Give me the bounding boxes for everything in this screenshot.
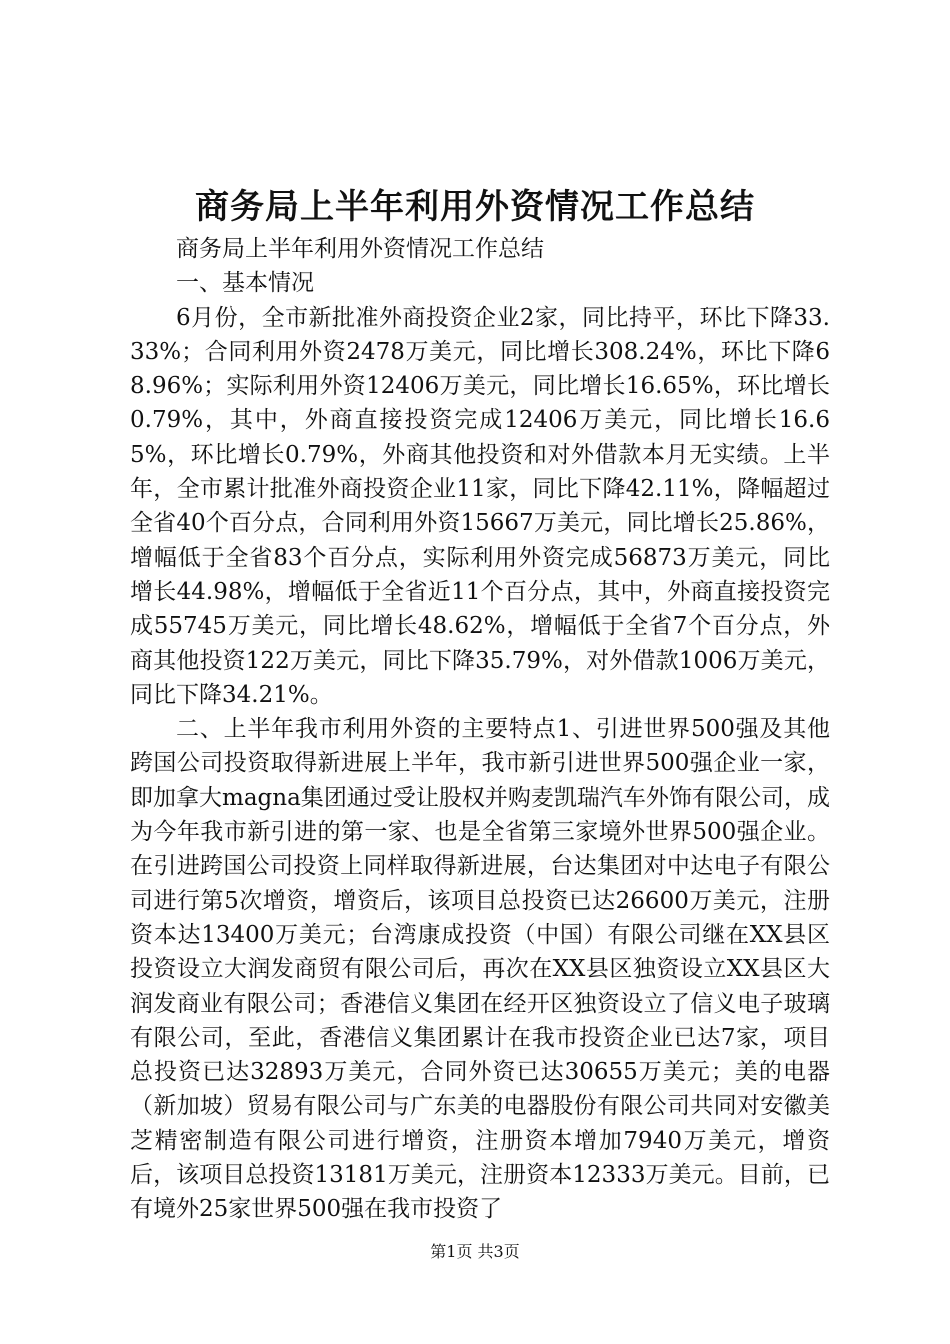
section-heading-basic: 一、基本情况	[176, 270, 314, 297]
document-title: 商务局上半年利用外资情况工作总结	[195, 187, 755, 227]
document-body	[130, 232, 830, 1227]
body-paragraph: 二、上半年我市利用外资的主要特点1、引进世界500强及其他跨国公司投资取得新进展上半年，我市新引进世界500强企业一家，即加拿大magna集团通过受让股权并购麦凯瑞汽车外饰有限公司，成为今年我市新引进的第一家、也是全省第三家境外世界500强企业。在引进跨国公司投资上同样取得新进展，台达集团对中达电子有限公司进行第5次增资，增资后，该项目总投资已达26600万美元，注册资本达13400万美元；台湾康成投资（中国）有限公司继在XX县区投资设立大润发商贸有限公司后，再次在XX县区独资设立XX县区大润发商业有限公司；香港信义集团在经开区独资设立了信义电子玻璃有限公司，至此，香港信义集团累计在我市投资企业已达7家，项目总投资已达32893万美元，合同外资已达30655万美元；美的电器（新加坡）贸易有限公司与广东美的电器股份有限公司共同对安徽美芝精密制造有限公司进行增资，注册资本增加7940万美元，增资后，该项目总投资13181万美元，注册资本12333万美元。目前，已有境外25家世界500强在我市投资了	[130, 716, 830, 1223]
page-footer: 第1页 共3页	[430, 1242, 520, 1261]
body-paragraph: 6月份，全市新批准外商投资企业2家，同比持平，环比下降33.33%；合同利用外资2478万美元，同比增长308.24%，环比下降68.96%；实际利用外资12406万美元，同比增长16.65%，环比增长0.79%，其中，外商直接投资完成12406万美元，同比增长16.65%，环比增长0.79%，外商其他投资和对外借款本月无实绩。上半年，全市累计批准外商投资企业11家，同比下降42.11%，降幅超过全省40个百分点，合同利用外资15667万美元，同比增长25.86%，增幅低于全省83个百分点，实际利用外资完成56873万美元，同比增长44.98%，增幅低于全省近11个百分点，其中，外商直接投资完成55745万美元，同比增长48.62%，增幅低于全省7个百分点，外商其他投资122万美元，同比下降35.79%，对外借款1006万美元，同比下降34.21%。	[130, 304, 830, 708]
subtitle-paragraph: 商务局上半年利用外资情况工作总结	[176, 236, 544, 262]
